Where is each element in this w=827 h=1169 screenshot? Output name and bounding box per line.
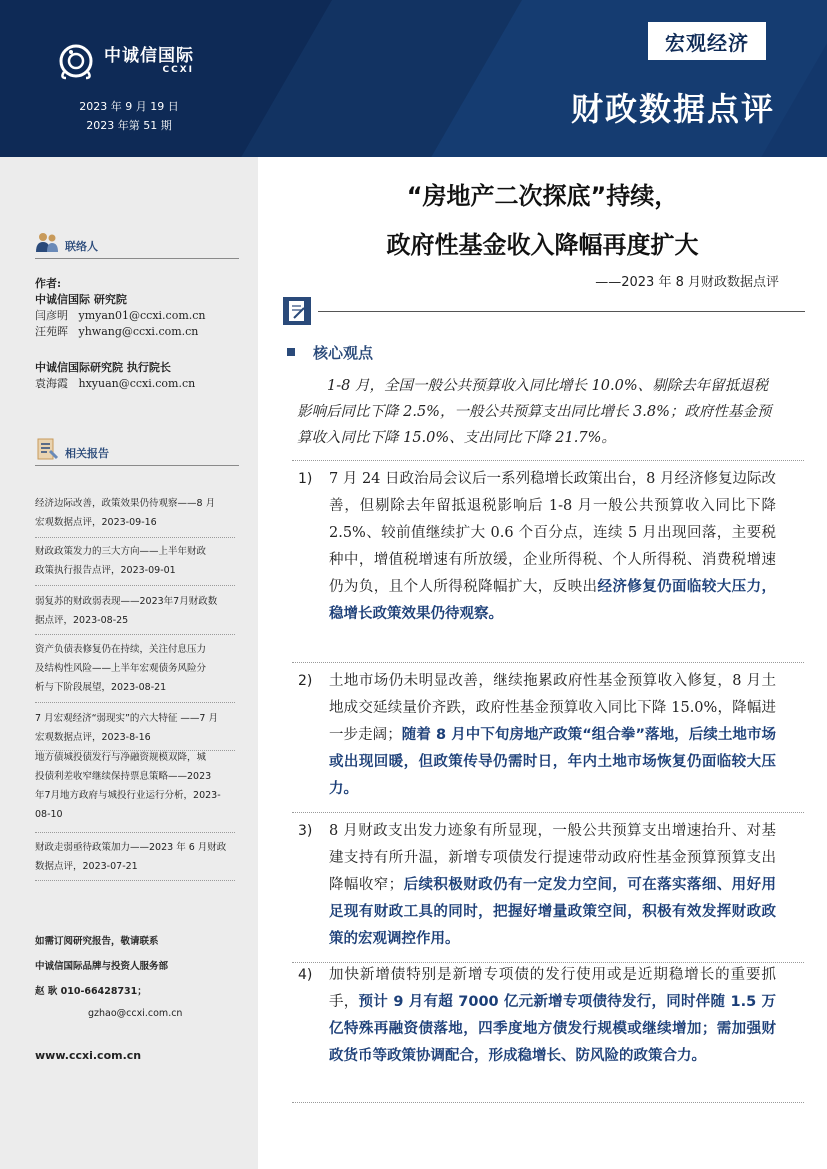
report-line: 政策执行报告点评，2023-09-01 (35, 565, 176, 576)
summary-paragraph: 1-8 月，全国一般公共预算收入同比增长 10.0%、剔除去年留抵退税影响后同比下降 2.5%，一般公共预算支出同比增长 3.8%；政府性基金预算收入同比下降 15.0%、支出同比下降 21.7%。 (297, 378, 772, 446)
point-number: 3) (298, 823, 313, 839)
key-point (298, 818, 776, 953)
point-text: 加快新增债特别是新增专项债的发行使用或是近期稳增长的重要抓手， (329, 967, 776, 1010)
report-subtitle: ——2023 年 8 月财政数据点评 (595, 275, 779, 290)
report-line: 年7月地方政府与城投行业运行分析，2023- (35, 790, 221, 801)
website-link[interactable]: www.ccxi.com.cn (35, 1049, 142, 1062)
section-heading (287, 342, 373, 363)
authors-block (35, 276, 250, 340)
report-line: 经济边际改善，政策效果仍待观察——8 月 (35, 498, 216, 509)
key-point (298, 668, 776, 803)
people-icon (35, 230, 59, 254)
related-report-link[interactable] (35, 640, 240, 697)
report-title-line1: “房地产二次探底”持续， (406, 182, 679, 210)
point-emphasis: 后续积极财政仍有一定发力空间，可在落实落细、用好用足现有财政工具的同时，把握好增量政策空间，积极有效发挥财政政策的宏观调控作用。 (329, 877, 776, 947)
report-line: 08-10 (35, 809, 63, 820)
report-line: 宏观数据点评，2023-09-16 (35, 517, 157, 528)
org-title: 中诚信国际研究院 执行院长 (35, 361, 171, 374)
divider (292, 460, 804, 461)
director-email[interactable]: hxyuan@ccxi.com.cn (78, 377, 196, 390)
related-report-link[interactable] (35, 542, 240, 580)
divider (35, 702, 235, 703)
report-line: 数据点评，2023-07-21 (35, 861, 138, 872)
point-text: 8 月财政支出发力迹象有所显现，一般公共预算支出增速抬升、对基建支持有所升温，新增专项债发行提速带动政府性基金预算预算支出降幅收窄； (329, 823, 776, 893)
divider (35, 634, 235, 635)
contact-heading-label: 联络人 (65, 240, 98, 253)
contact-heading (35, 230, 239, 259)
service-email[interactable]: gzhao@ccxi.com.cn (88, 1008, 183, 1019)
divider (292, 1102, 804, 1103)
point-number: 1) (298, 471, 313, 487)
divider (35, 880, 235, 881)
report-line: 投债利差收窄继续保持票息策略——2023 (35, 771, 212, 782)
category-tab: 宏观经济 (648, 22, 766, 60)
author-row (35, 324, 250, 340)
authors-label: 作者: (35, 277, 62, 290)
point-text: 土地市场仍未明显改善，继续拖累政府性基金预算收入修复，8 月土地成交延续量价齐跌，政府性基金预算收入同比下降 15.0%，降幅进一步走阔； (329, 673, 776, 743)
point-emphasis: 预计 9 月有超 7000 亿元新增专项债待发行，同时伴随 1.5 万亿特殊再融资债落地，四季度地方债发行规模或继续增加；需加强财政货币等政策协调配合，形成稳增长、防风险的政策合力。 (329, 994, 777, 1064)
related-heading (35, 437, 239, 466)
divider (292, 662, 804, 663)
issue-number: 2023 年第 51 期 (86, 119, 172, 132)
logo-cn-text: 中诚信国际 (104, 45, 194, 66)
related-heading-label: 相关报告 (65, 447, 109, 460)
publication-date: 2023 年 9 月 19 日 (79, 100, 179, 113)
point-emphasis: 随着 8 月中下旬房地产政策“组合拳”落地，后续土地市场或出现回暖，但政策传导仍需时日，年内土地市场恢复仍面临较大压力。 (329, 727, 777, 797)
report-line: 地方债城投债发行与净融资规模双降，城 (35, 752, 207, 763)
author-email[interactable]: yhwang@ccxi.com.cn (78, 325, 199, 338)
point-text: 7 月 24 日政治局会议后一系列稳增长政策出台，8 月经济修复边际改善，但剔除去年留抵退税影响后 1-8 月一般公共预算收入同比下降 2.5%、较前值继续扩大 0.6 个百分点，连续 5 月出现回落，主要税种中，增值税增速有所放缓，企业所得税、个人所得税、消费税增速仍为负，且个人所得税降幅扩大，反映出 (329, 471, 776, 595)
report-icon (35, 437, 59, 461)
company-logo (56, 42, 194, 80)
related-report-link[interactable] (35, 592, 240, 630)
divider (35, 537, 235, 538)
divider (292, 812, 804, 813)
point-number: 4) (298, 967, 313, 983)
org-name: 中诚信国际 研究院 (35, 293, 127, 306)
square-bullet-icon (287, 348, 295, 356)
logo-en-text: CCXI (162, 64, 194, 75)
logo-mark-icon (56, 42, 100, 80)
document-icon (282, 296, 312, 326)
service-contact: 赵 耿 010-66428731； (35, 986, 147, 997)
report-line: 据点评，2023-08-25 (35, 615, 129, 626)
service-department: 中诚信国际品牌与投资人服务部 (35, 961, 169, 972)
report-line: 财政政策发力的三大方向——上半年财政 (35, 546, 207, 557)
subscribe-note: 如需订阅研究报告，敬请联系 (35, 936, 159, 947)
key-point (298, 962, 776, 1070)
divider (35, 585, 235, 586)
author-row (35, 308, 250, 324)
report-line: 财政走弱亟待政策加力——2023 年 6 月财政 (35, 842, 227, 853)
related-report-link[interactable] (35, 494, 240, 532)
key-point (298, 466, 776, 628)
author-email[interactable]: ymyan01@ccxi.com.cn (78, 309, 206, 322)
author-name: 闫彦明 (35, 309, 68, 322)
author-name: 汪苑晖 (35, 325, 68, 338)
report-line: 析与下阶段展望，2023-08-21 (35, 682, 167, 693)
section-heading-label: 核心观点 (313, 344, 374, 362)
report-line: 弱复苏的财政弱表现——2023年7月财政数 (35, 596, 218, 607)
related-report-link[interactable] (35, 709, 240, 747)
divider (35, 832, 235, 833)
report-line: 资产负债表修复仍在持续，关注付息压力 (35, 644, 207, 655)
report-type-title: 财政数据点评 (570, 90, 775, 128)
director-name: 袁海霞 (35, 377, 68, 390)
point-emphasis: 经济修复仍面临较大压力，稳增长政策效果仍待观察。 (329, 579, 777, 622)
director-block (35, 360, 250, 392)
related-report-link[interactable] (35, 748, 240, 824)
header-rule (318, 311, 805, 312)
report-line: 宏观数据点评，2023-8-16 (35, 732, 151, 743)
director-row (35, 376, 250, 392)
report-line: 7 月宏观经济“弱现实”的六大特征 ——7 月 (35, 713, 218, 724)
report-title-line2: 政府性基金收入降幅再度扩大 (386, 231, 699, 259)
report-line: 及结构性风险——上半年宏观债务风险分 (35, 663, 207, 674)
point-number: 2) (298, 673, 313, 689)
related-report-link[interactable] (35, 838, 240, 876)
